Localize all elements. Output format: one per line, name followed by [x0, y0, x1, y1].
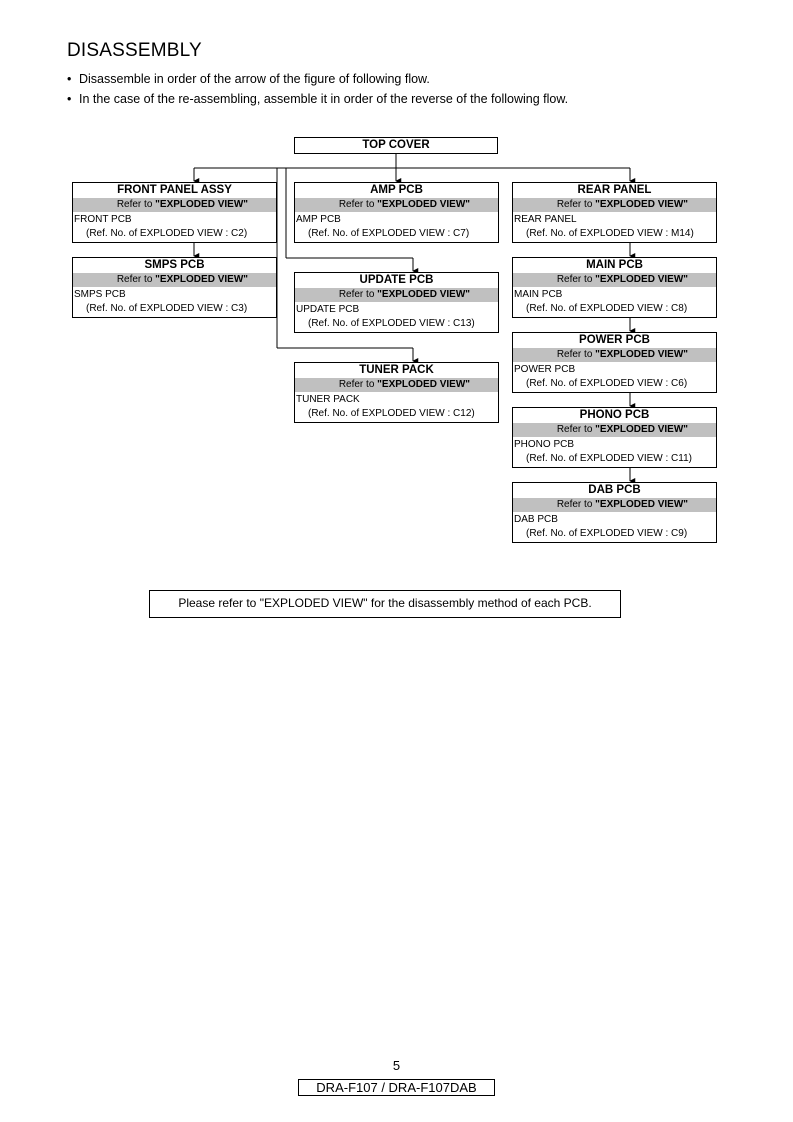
flow-box-phono-pcb: [512, 407, 717, 468]
box-part-name: DAB PCB: [514, 514, 558, 525]
instruction-text: Disassemble in order of the arrow of the figure of following flow.: [79, 72, 430, 86]
refer-prefix: Refer to: [556, 499, 596, 510]
bullet-dot: •: [67, 72, 72, 86]
flow-box-smps-pcb: [72, 257, 277, 318]
bullet-dot: •: [67, 92, 72, 106]
box-ref-number: (Ref. No. of EXPLODED VIEW : C11): [526, 453, 692, 464]
box-ref-number: (Ref. No. of EXPLODED VIEW : C7): [308, 228, 470, 239]
flow-box-amp-pcb: [294, 182, 499, 243]
box-heading: POWER PCB: [579, 334, 650, 346]
box-part-name: UPDATE PCB: [296, 304, 360, 315]
refer-banner: [73, 273, 276, 287]
refer-prefix: Refer to: [338, 379, 378, 390]
model-number: DRA-F107 / DRA-F107DAB: [298, 1079, 495, 1096]
box-heading: FRONT PANEL ASSY: [117, 184, 232, 196]
refer-prefix: Refer to: [338, 289, 378, 300]
box-ref-number: (Ref. No. of EXPLODED VIEW : M14): [526, 228, 694, 239]
refer-target: "EXPLODED VIEW": [377, 199, 470, 210]
refer-target: "EXPLODED VIEW": [595, 424, 688, 435]
refer-banner: [513, 498, 716, 512]
box-part-name: POWER PCB: [514, 364, 576, 375]
refer-target: "EXPLODED VIEW": [595, 349, 688, 360]
box-heading: UPDATE PCB: [359, 274, 434, 286]
box-part-name: SMPS PCB: [74, 289, 126, 300]
refer-target: "EXPLODED VIEW": [595, 199, 688, 210]
box-ref-number: (Ref. No. of EXPLODED VIEW : C8): [526, 303, 688, 314]
flow-box-rear-panel: [512, 182, 717, 243]
flow-box-update-pcb: [294, 272, 499, 333]
refer-banner: [73, 198, 276, 212]
box-ref-number: (Ref. No. of EXPLODED VIEW : C9): [526, 528, 688, 539]
refer-banner: [295, 198, 498, 212]
flow-box-tuner-pack: [294, 362, 499, 423]
box-heading: DAB PCB: [588, 484, 641, 496]
refer-prefix: Refer to: [556, 349, 596, 360]
box-ref-number: (Ref. No. of EXPLODED VIEW : C13): [308, 318, 475, 329]
box-part-name: FRONT PCB: [74, 214, 132, 225]
exploded-view-note: Please refer to "EXPLODED VIEW" for the disassembly method of each PCB.: [149, 590, 621, 618]
refer-banner: [295, 288, 498, 302]
box-part-name: AMP PCB: [296, 214, 341, 225]
refer-banner: [513, 198, 716, 212]
flow-box-power-pcb: [512, 332, 717, 393]
flow-box-front-panel-assy: [72, 182, 277, 243]
refer-prefix: Refer to: [338, 199, 378, 210]
refer-target: "EXPLODED VIEW": [377, 379, 470, 390]
top-cover-box: TOP COVER: [294, 137, 498, 154]
refer-prefix: Refer to: [556, 199, 596, 210]
box-heading: MAIN PCB: [586, 259, 643, 271]
box-part-name: REAR PANEL: [514, 214, 577, 225]
refer-banner: [295, 378, 498, 392]
refer-target: "EXPLODED VIEW": [155, 274, 248, 285]
refer-banner: [513, 423, 716, 437]
box-part-name: TUNER PACK: [296, 394, 360, 405]
refer-prefix: Refer to: [556, 424, 596, 435]
page-number: 5: [392, 1058, 401, 1073]
box-part-name: MAIN PCB: [514, 289, 563, 300]
refer-target: "EXPLODED VIEW": [595, 499, 688, 510]
flow-box-main-pcb: [512, 257, 717, 318]
instruction-text: In the case of the re-assembling, assemble it in order of the reverse of the following flow.: [79, 92, 569, 106]
box-heading: TUNER PACK: [359, 364, 434, 376]
flow-box-dab-pcb: [512, 482, 717, 543]
refer-banner: [513, 273, 716, 287]
box-ref-number: (Ref. No. of EXPLODED VIEW : C2): [86, 228, 248, 239]
refer-target: "EXPLODED VIEW": [377, 289, 470, 300]
box-heading: PHONO PCB: [579, 409, 650, 421]
box-heading: SMPS PCB: [144, 259, 205, 271]
refer-target: "EXPLODED VIEW": [155, 199, 248, 210]
box-part-name: PHONO PCB: [514, 439, 575, 450]
box-heading: REAR PANEL: [577, 184, 652, 196]
box-ref-number: (Ref. No. of EXPLODED VIEW : C12): [308, 408, 475, 419]
page-title: DISASSEMBLY: [67, 40, 202, 61]
refer-banner: [513, 348, 716, 362]
box-ref-number: (Ref. No. of EXPLODED VIEW : C6): [526, 378, 688, 389]
box-ref-number: (Ref. No. of EXPLODED VIEW : C3): [86, 303, 248, 314]
refer-prefix: Refer to: [116, 274, 156, 285]
refer-target: "EXPLODED VIEW": [595, 274, 688, 285]
refer-prefix: Refer to: [116, 199, 156, 210]
refer-prefix: Refer to: [556, 274, 596, 285]
box-heading: AMP PCB: [370, 184, 423, 196]
